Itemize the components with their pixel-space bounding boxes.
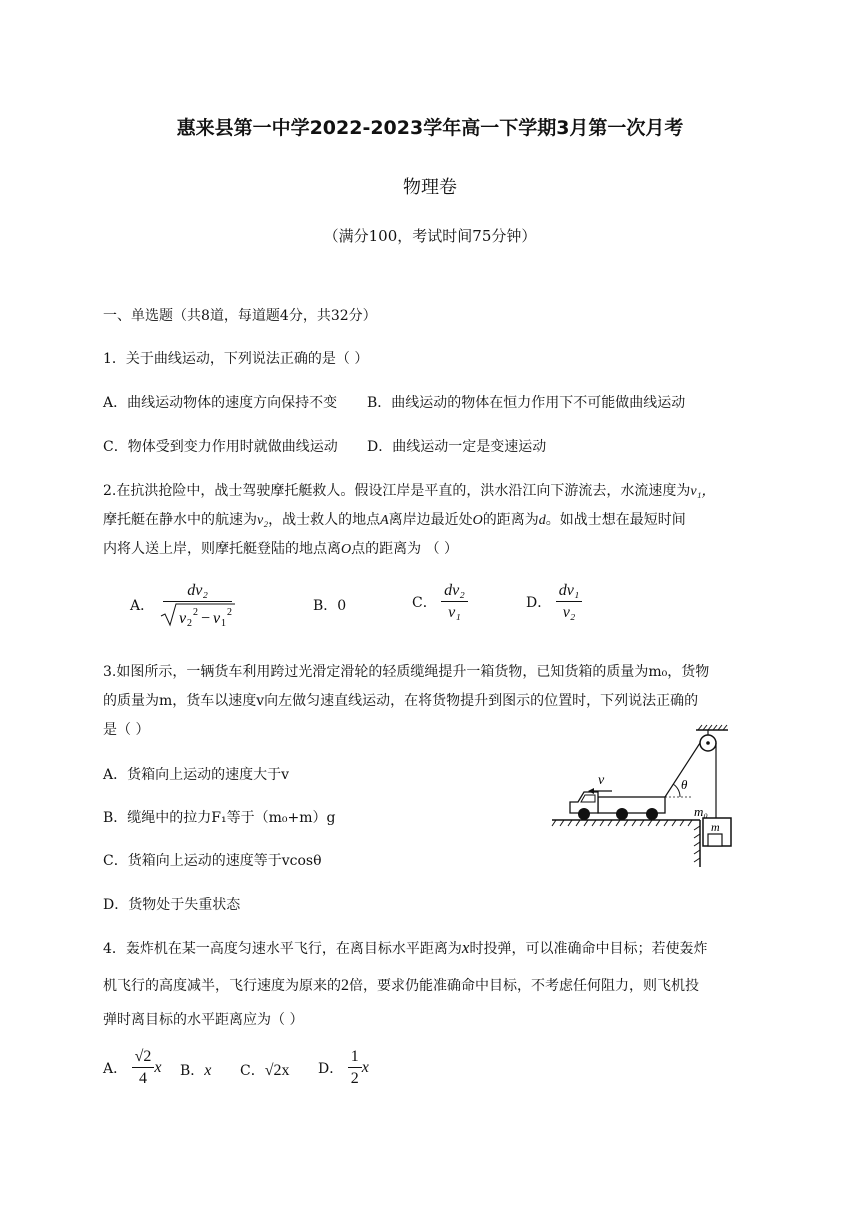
q2-line2d: 的距离为: [482, 512, 539, 528]
q2-line1: [103, 480, 715, 500]
q4-option-c-var: √2x: [264, 1062, 290, 1079]
q4-option-a: [103, 1048, 161, 1088]
q2-line2-O: O: [472, 513, 483, 528]
q4-option-b-label: B．: [180, 1063, 205, 1079]
q1-option-a: A．曲线运动物体的速度方向保持不变: [103, 395, 338, 411]
q1-option-c: C．物体受到变力作用时就做曲线运动: [103, 439, 338, 455]
q2-line2-d: d: [538, 513, 546, 528]
exam-title: 惠来县第一中学2022-2023学年高一下学期3月第一次月考: [176, 117, 684, 139]
cargo-item: [708, 834, 722, 846]
q4-line2: [103, 975, 699, 995]
m-label: m: [711, 820, 720, 834]
q2-line2: [103, 509, 686, 529]
svg-text:v: v: [212, 610, 220, 627]
q4-option-a-denominator: 4: [138, 1070, 147, 1087]
q2-option-d-fraction: [556, 582, 583, 622]
q4-option-a-var: x: [154, 1059, 162, 1076]
section-heading: 一、单选题（共8道，每道题4分，共32分）: [103, 308, 377, 324]
q2-option-c-label: C．: [412, 595, 437, 611]
q1-option-b: B．曲线运动的物体在恒力作用下不可能做曲线运动: [367, 395, 686, 411]
q4-option-c-label: C．: [240, 1063, 265, 1079]
q2-option-a-denominator: [159, 602, 237, 628]
q2-option-c-numerator: dv₂: [441, 582, 468, 602]
q2-line1-text: 2.在抗洪抢险中，战士驾驶摩托艇救人。假设江岸是平直的，洪水沿江向下游流去，水流速度为: [103, 483, 691, 499]
q2-option-c-fraction: [441, 582, 468, 622]
q4-option-d: [318, 1048, 369, 1088]
m0-label: m₀: [694, 804, 708, 819]
q2-option-a: [130, 582, 237, 628]
q3-option-d: D．货物处于失重状态: [103, 897, 241, 913]
q4-line3: 弹时离目标的水平距离应为（ ）: [103, 1012, 304, 1028]
q4-option-d-numerator: 1: [348, 1048, 362, 1068]
q4-option-d-fraction: [348, 1048, 362, 1088]
q2-line3-O: O: [341, 542, 352, 557]
exam-note: （满分100，考试时间75分钟）: [323, 227, 537, 245]
q4-option-a-label: A．: [103, 1061, 128, 1077]
q4-line1: [103, 938, 707, 958]
q2-option-b: B．0: [313, 598, 347, 614]
q3-option-c: C．货箱向上运动的速度等于vcosθ: [103, 853, 322, 869]
svg-text:2: 2: [186, 618, 192, 628]
svg-text:2: 2: [192, 607, 198, 618]
q4-line2-2: 2: [341, 977, 349, 994]
q2-line3a: 内将人送上岸，则摩托艇登陆的地点离: [103, 541, 341, 557]
q4-option-b-var: x: [204, 1062, 212, 1079]
q4-line2b: 倍，要求仍能准确命中目标，不考虑任何阻力，则飞机投: [349, 978, 699, 994]
svg-text:v: v: [178, 610, 186, 627]
q1-option-d: D．曲线运动一定是变速运动: [367, 439, 547, 455]
q2-option-d-label: D．: [526, 595, 552, 611]
q4-line1a: 4．轰炸机在某一高度匀速水平飞行，在离目标水平距离为: [103, 941, 462, 957]
svg-text:1: 1: [220, 618, 226, 628]
q1-stem: 1．关于曲线运动，下列说法正确的是（ ）: [103, 351, 369, 367]
q4-option-b: [180, 1060, 211, 1080]
q2-option-d: [526, 582, 582, 622]
svg-text:2: 2: [226, 607, 232, 618]
truck-pulley-figure: [548, 722, 748, 872]
q4-line1-x: x: [461, 938, 470, 957]
q4-line2a: 机飞行的高度减半，飞行速度为原来的: [103, 978, 341, 994]
q2-line1-var: v₁，: [690, 484, 716, 499]
exam-subtitle: 物理卷: [403, 177, 457, 198]
svg-text:−: −: [200, 610, 210, 627]
q2-line2c: 离岸边最近处: [388, 512, 473, 528]
q3-line1: 3.如图所示，一辆货车利用跨过光滑定滑轮的轻质缆绳提升一箱货物，已知货箱的质量为m₀，货物: [103, 664, 710, 680]
velocity-label: v: [598, 773, 605, 788]
q2-line3b: 点的距离为 （ ）: [351, 541, 459, 557]
q4-option-d-label: D．: [318, 1061, 344, 1077]
q2-line2-var: v₂: [257, 513, 269, 528]
q2-line3: [103, 538, 458, 558]
q4-option-a-fraction: [132, 1048, 155, 1088]
q4-line1b: 时投弹，可以准确命中目标；若使轰炸: [469, 941, 708, 957]
q2-line2a: 摩托艇在静水中的航速为: [103, 512, 257, 528]
q4-option-c: [240, 1060, 290, 1080]
q2-line2-A: A: [380, 513, 389, 528]
q4-option-d-denominator: 2: [350, 1070, 359, 1087]
q3-line3: 是（ ）: [103, 722, 150, 738]
q4-option-d-var: x: [361, 1059, 369, 1076]
q3-line2: 的质量为m，货车以速度v向左做匀速直线运动，在将货物提升到图示的位置时，下列说法正确的: [103, 693, 699, 709]
q2-option-a-numerator: dv₂: [163, 582, 232, 602]
q2-option-d-denominator: v₂: [562, 604, 576, 621]
q2-option-c: [412, 582, 468, 622]
q2-option-a-label: A．: [130, 598, 155, 614]
q3-option-a: A．货箱向上运动的速度大于v: [103, 767, 290, 783]
q2-line2e: 。如战士想在最短时间: [545, 512, 686, 528]
q2-option-c-denominator: v₁: [448, 604, 461, 621]
q2-option-a-fraction: [159, 582, 237, 628]
theta-label: θ: [681, 777, 688, 792]
q2-line2b: ，战士救人的地点: [268, 512, 381, 528]
q3-option-b: B．缆绳中的拉力F₁等于（m₀+m）g: [103, 810, 336, 826]
q4-option-a-numerator: √2: [132, 1048, 155, 1068]
q2-option-d-numerator: dv₁: [556, 582, 583, 602]
